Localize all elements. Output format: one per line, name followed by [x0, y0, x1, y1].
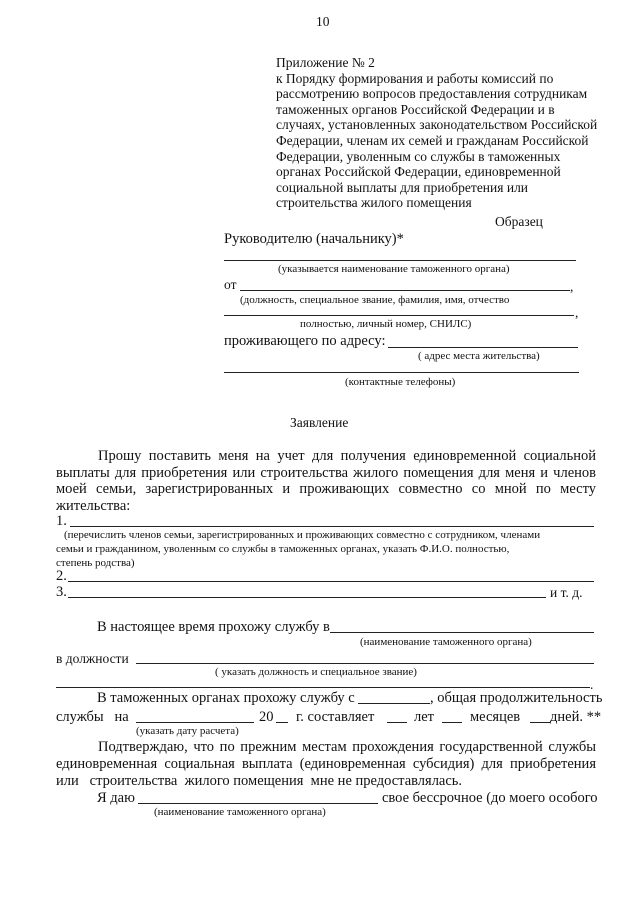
position-field-continued[interactable]	[56, 687, 590, 688]
family-item-1-field[interactable]	[70, 526, 594, 527]
service-now-label: В настоящее время прохожу службу в	[97, 619, 330, 635]
family-hint-line: (перечислить членов семьи, зарегистрированных и проживающих совместно с сотрудником, членами	[64, 529, 541, 541]
paragraph-line: выплаты для приобретения или строительства жилого помещения для меня и членов	[56, 464, 596, 481]
address-field[interactable]	[388, 347, 578, 348]
appendix-line: Федерации, уволенным со службы в таможенных	[276, 148, 561, 164]
family-item-2-number: 2.	[56, 568, 67, 584]
page-number: 10	[316, 14, 330, 29]
appendix-line: органах Российской Федерации, единовременной	[276, 164, 561, 180]
amounts-label: г. составляет	[296, 709, 375, 725]
from-label: от	[224, 277, 237, 292]
consent-label: Я даю	[97, 790, 135, 806]
period: .	[590, 677, 594, 692]
from-field-continued[interactable]	[224, 315, 574, 316]
appendix-line: Федерации, членам их семей и гражданам Российской	[276, 132, 589, 148]
consent-body-field[interactable]	[138, 803, 378, 804]
confirmation-paragraph	[56, 739, 596, 790]
request-paragraph	[56, 448, 596, 514]
appendix-line: случаях, установленных законодательством Российской	[276, 117, 598, 133]
family-item-1-number: 1.	[56, 513, 67, 529]
family-item-3-number: 3.	[56, 584, 67, 600]
paragraph-line: жительства:	[56, 497, 131, 514]
hint-from-2: полностью, личный номер, СНИЛС)	[300, 318, 472, 330]
appendix-line: к Порядку формирования и работы комиссий по	[276, 70, 554, 86]
hint-address: ( адрес места жительства)	[418, 350, 540, 362]
calc-date-field[interactable]	[136, 722, 254, 723]
paragraph-line: Прошу поставить меня на учет для получения единовременной социальной	[98, 448, 596, 464]
service-on-label: службы на	[56, 709, 129, 725]
years-label: лет	[414, 709, 435, 725]
family-hint-line: степень родства)	[56, 557, 135, 569]
hint-consent-body: (наименование таможенного органа)	[154, 806, 326, 818]
statement-title: Заявление	[290, 415, 349, 430]
family-hint-line: семьи и гражданином, уволенным со службы в таможенных органах, указать Ф.И.О. полностью,	[56, 543, 510, 555]
consent-text: свое бессрочное (до моего особого	[382, 790, 598, 806]
customs-body-field[interactable]	[224, 260, 576, 261]
sample-label: Образец	[495, 214, 543, 229]
family-item-2-field[interactable]	[68, 581, 594, 582]
year-field[interactable]	[276, 722, 288, 723]
appendix-block	[276, 55, 597, 211]
from-field[interactable]	[240, 290, 570, 291]
confirm-line: Подтверждаю, что по прежним местам прохождения государственной службы	[98, 739, 596, 755]
years-field[interactable]	[387, 722, 407, 723]
family-hint	[56, 528, 596, 570]
customs-service-since-label: В таможенных органах прохожу службу с	[97, 690, 355, 706]
appendix-line: таможенных органов Российской Федерации и в	[276, 101, 555, 117]
hint-phones: (контактные телефоны)	[345, 376, 456, 388]
comma: ,	[575, 305, 579, 320]
position-field[interactable]	[136, 663, 594, 664]
etc-label: и т. д.	[550, 585, 583, 600]
days-field[interactable]	[530, 722, 550, 723]
family-item-3-field[interactable]	[68, 597, 546, 598]
addressee-heading: Руководителю (начальнику)*	[224, 231, 404, 247]
comma: ,	[570, 279, 574, 294]
total-duration-label: , общая продолжительность	[430, 690, 603, 706]
appendix-title: Приложение № 2	[276, 55, 375, 70]
hint-position: ( указать должность и специальное звание)	[215, 666, 417, 678]
position-label: в должности	[56, 651, 129, 666]
confirm-line: единовременная социальная выплата (единовременная субсидия) для приобретения	[56, 756, 596, 772]
year-prefix: 20	[259, 709, 274, 725]
residing-label: проживающего по адресу:	[224, 333, 386, 349]
confirm-line: или строительства жилого помещения мне не предоставлялась.	[56, 773, 463, 789]
hint-from-1: (должность, специальное звание, фамилия, имя, отчество	[240, 294, 510, 306]
appendix-line: строительства жилого помещения	[276, 195, 472, 211]
days-label: дней. **	[550, 709, 602, 725]
hint-calc-date: (указать дату расчета)	[136, 725, 239, 737]
paragraph-line: моей семьи, зарегистрированных и проживающих совместно со мной по месту	[56, 481, 596, 497]
service-start-field[interactable]	[358, 703, 430, 704]
months-label: месяцев	[470, 709, 521, 725]
appendix-line: социальной выплаты для приобретения или	[276, 179, 529, 195]
appendix-line: рассмотрению вопросов предоставления сотрудникам	[276, 86, 588, 102]
hint-customs-body: (указывается наименование таможенного органа)	[278, 263, 510, 275]
months-field[interactable]	[442, 722, 462, 723]
hint-service-body: (наименование таможенного органа)	[360, 636, 532, 648]
phones-field[interactable]	[224, 372, 579, 373]
service-body-field[interactable]	[330, 632, 594, 633]
